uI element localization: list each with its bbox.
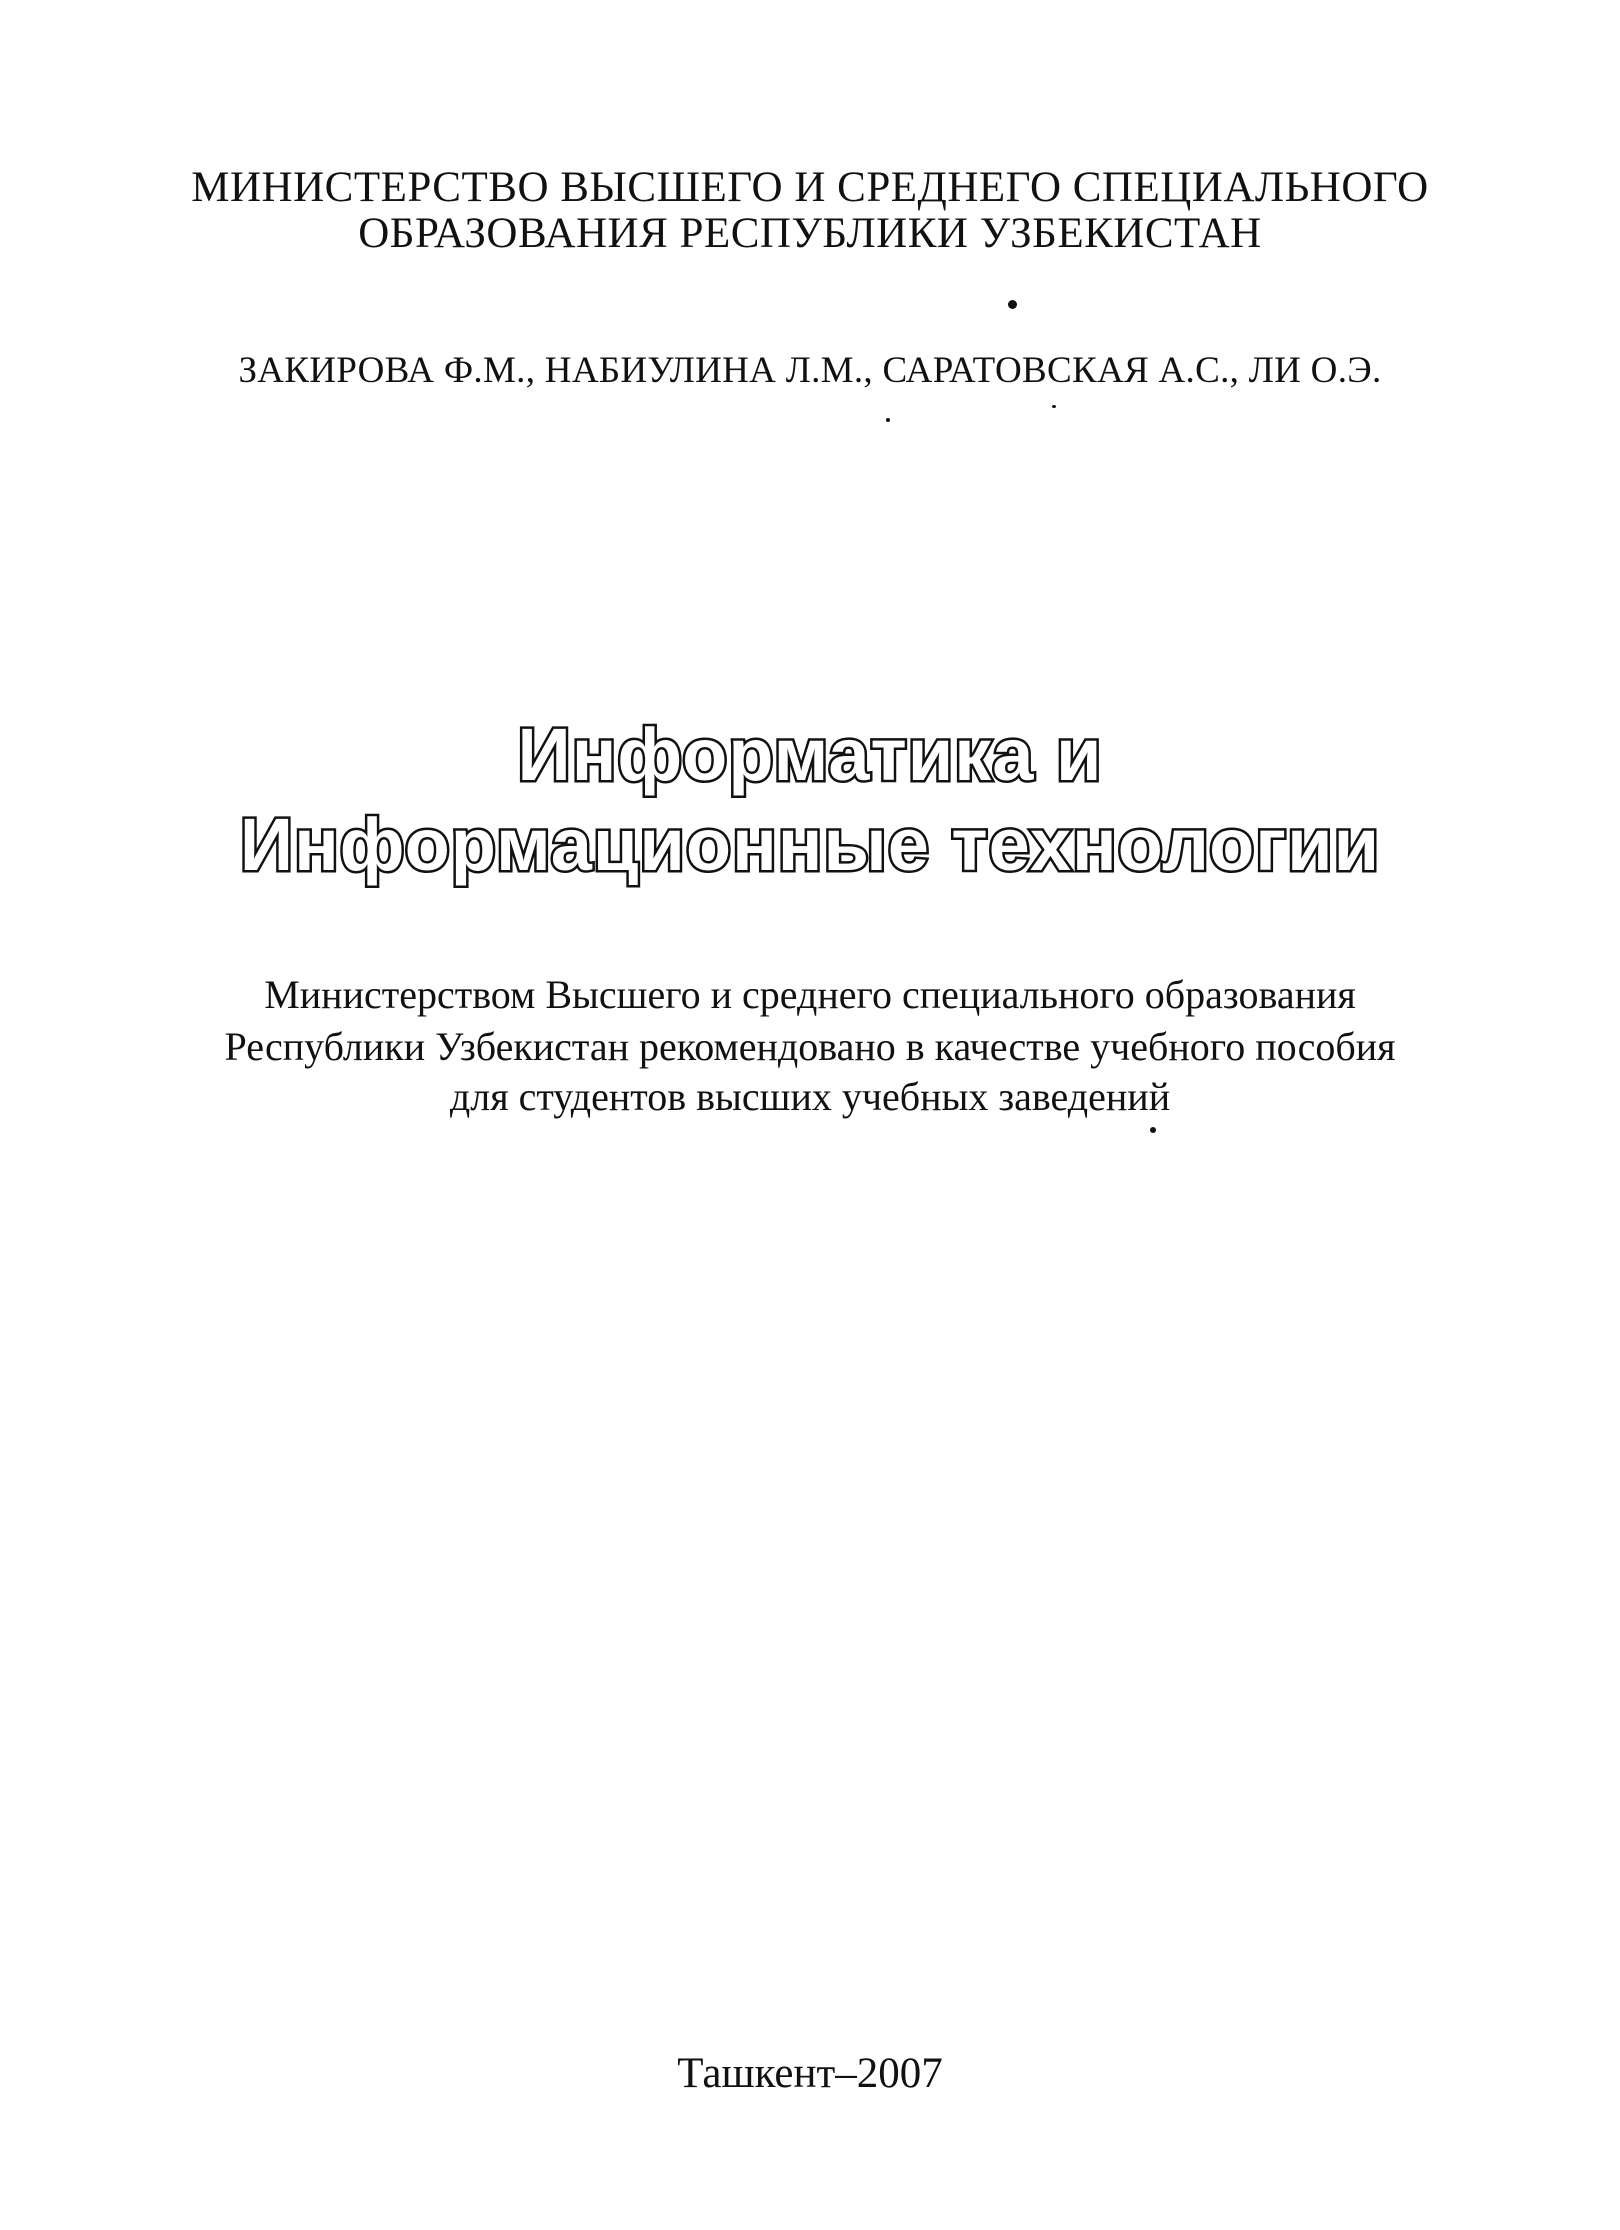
scan-speck — [1008, 300, 1017, 309]
city-year: Ташкент–2007 — [677, 2050, 943, 2097]
ministry-line-2: ОБРАЗОВАНИЯ РЕСПУБЛИКИ УЗБЕКИСТАН — [358, 210, 1262, 257]
recommendation-line-2: Республики Узбекистан рекомендовано в качестве учебного пособия — [224, 1024, 1396, 1069]
recommendation-line-1: Министерством Высшего и среднего специального образования — [264, 972, 1356, 1017]
scan-speck — [886, 418, 890, 422]
book-title-line-2: Информационные технологии — [239, 803, 1381, 886]
recommendation-line-3: для студентов высших учебных заведений — [449, 1074, 1171, 1119]
authors-line: ЗАКИРОВА Ф.М., НАБИУЛИНА Л.М., САРАТОВСКАЯ А.С., ЛИ О.Э. — [238, 350, 1382, 391]
ministry-line-1: МИНИСТЕРСТВО ВЫСШЕГО И СРЕДНЕГО СПЕЦИАЛЬНОГО — [191, 164, 1429, 211]
scan-speck — [1150, 1127, 1156, 1133]
scan-speck — [1052, 405, 1056, 408]
book-title-line-1: Информатика и — [517, 713, 1103, 796]
